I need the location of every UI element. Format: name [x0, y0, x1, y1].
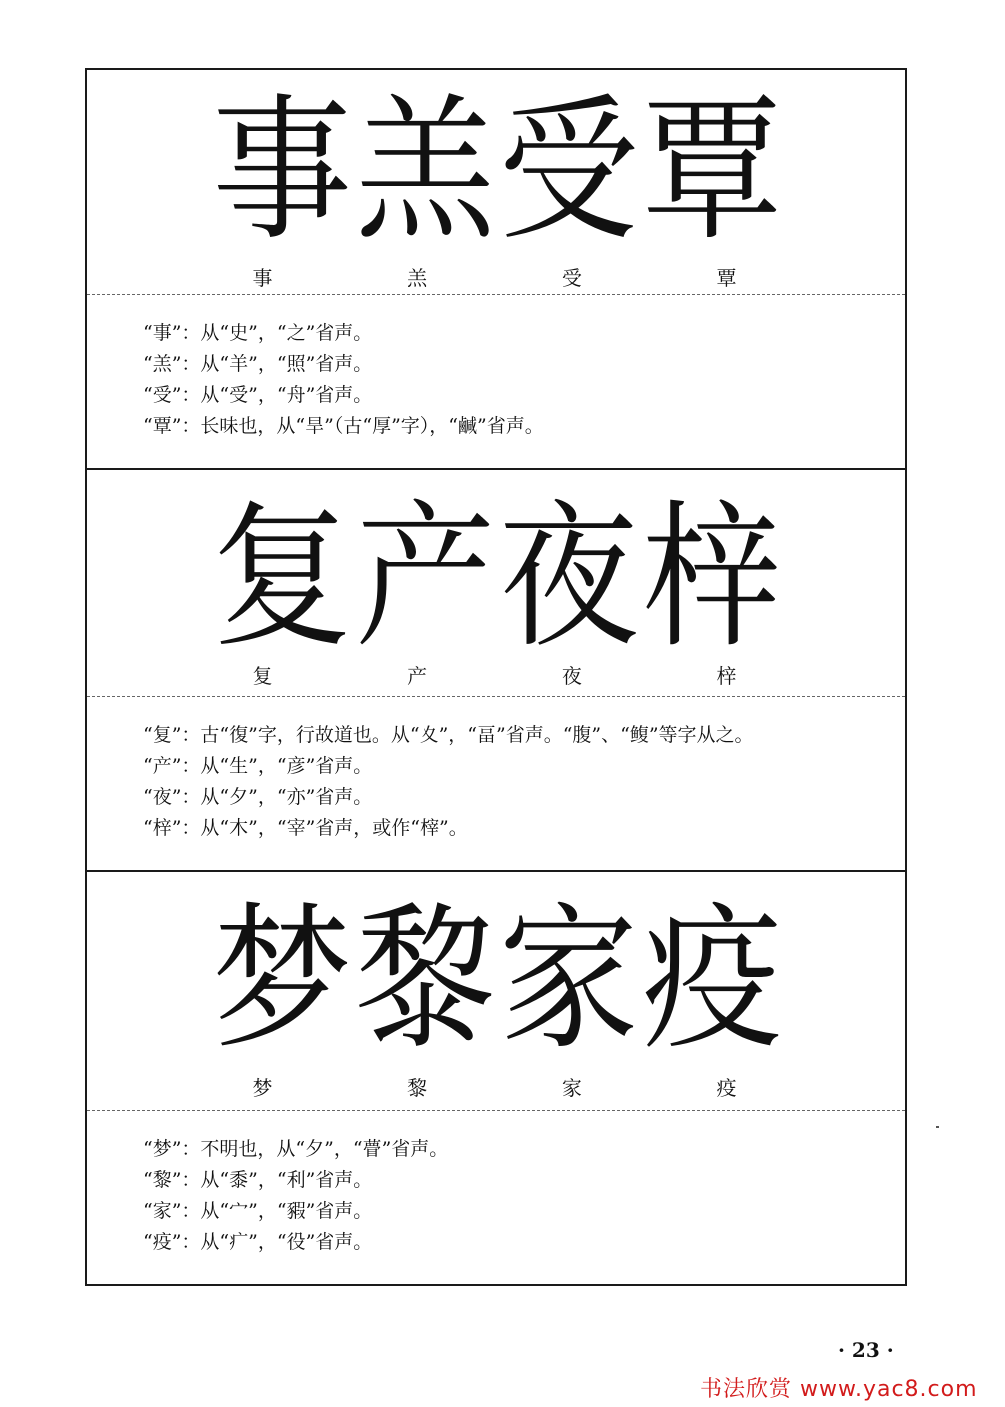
- note-line: “受”：从“受”，“舟”省声。: [143, 384, 373, 406]
- character-label: 黎: [407, 1076, 429, 1100]
- seal-glyph: 夜: [498, 487, 639, 670]
- character-section-2: [87, 468, 905, 872]
- seal-glyph: 覃: [641, 80, 782, 263]
- seal-glyph: 黎: [355, 889, 496, 1072]
- modern-label-row: [235, 1072, 755, 1101]
- character-label: 受: [561, 266, 583, 290]
- character-section-3: [87, 870, 905, 1288]
- page-frame: [85, 68, 907, 1286]
- explanation-notes: [143, 318, 885, 442]
- dashed-divider: [87, 696, 905, 697]
- seal-script-row: [212, 886, 782, 1076]
- seal-glyph: 事: [212, 80, 353, 263]
- dashed-divider: [87, 294, 905, 295]
- seal-script-row: [212, 484, 782, 674]
- character-label: 复: [252, 664, 274, 688]
- explanation-notes: [143, 720, 885, 844]
- note-line: “梓”：从“木”，“宰”省声，或作“榟”。: [143, 817, 468, 839]
- note-line: “疫”：从“疒”，“役”省声。: [143, 1231, 373, 1253]
- note-line: “覃”：长味也，从“旱”（古“厚”字），“鹹”省声。: [143, 415, 544, 437]
- seal-glyph: 受: [498, 80, 639, 263]
- character-label: 事: [252, 266, 274, 290]
- seal-glyph: 产: [355, 487, 496, 670]
- seal-glyph: 梓: [641, 487, 782, 670]
- character-section-1: [87, 70, 905, 468]
- note-line: “家”：从“宀”，“豭”省声。: [143, 1200, 373, 1222]
- character-label: 疫: [716, 1076, 738, 1100]
- note-line: “产”：从“生”，“彦”省声。: [143, 755, 373, 777]
- note-line: “黎”：从“黍”，“利”省声。: [143, 1169, 373, 1191]
- modern-label-row: [235, 660, 755, 689]
- note-line: “夜”：从“夕”，“亦”省声。: [143, 786, 373, 808]
- modern-label-row: [235, 262, 755, 291]
- site-watermark: 书法欣赏 www.yac8.com: [700, 1377, 978, 1402]
- seal-glyph: 梦: [212, 889, 353, 1072]
- seal-glyph: 复: [212, 487, 353, 670]
- scan-speck: [936, 1126, 939, 1128]
- character-label: 家: [561, 1076, 583, 1100]
- page-number: · 23 ·: [838, 1338, 894, 1362]
- character-label: 羔: [407, 266, 429, 290]
- seal-glyph: 疫: [641, 889, 782, 1072]
- dashed-divider: [87, 1110, 905, 1111]
- character-label: 覃: [716, 266, 738, 290]
- explanation-notes: [143, 1134, 885, 1258]
- character-label: 产: [407, 664, 429, 688]
- note-line: “羔”：从“羊”，“照”省声。: [143, 353, 373, 375]
- seal-script-row: [212, 80, 782, 263]
- seal-glyph: 家: [498, 889, 639, 1072]
- note-line: “复”：古“復”字，行故道也。从“夊”，“畐”省声。“腹”、“鳆”等字从之。: [143, 724, 754, 746]
- note-line: “事”：从“史”，“之”省声。: [143, 322, 373, 344]
- character-label: 梦: [252, 1076, 274, 1100]
- character-label: 夜: [561, 664, 583, 688]
- seal-glyph: 羔: [355, 80, 496, 263]
- note-line: “梦”：不明也，从“夕”，“瞢”省声。: [143, 1138, 449, 1160]
- character-label: 梓: [716, 664, 738, 688]
